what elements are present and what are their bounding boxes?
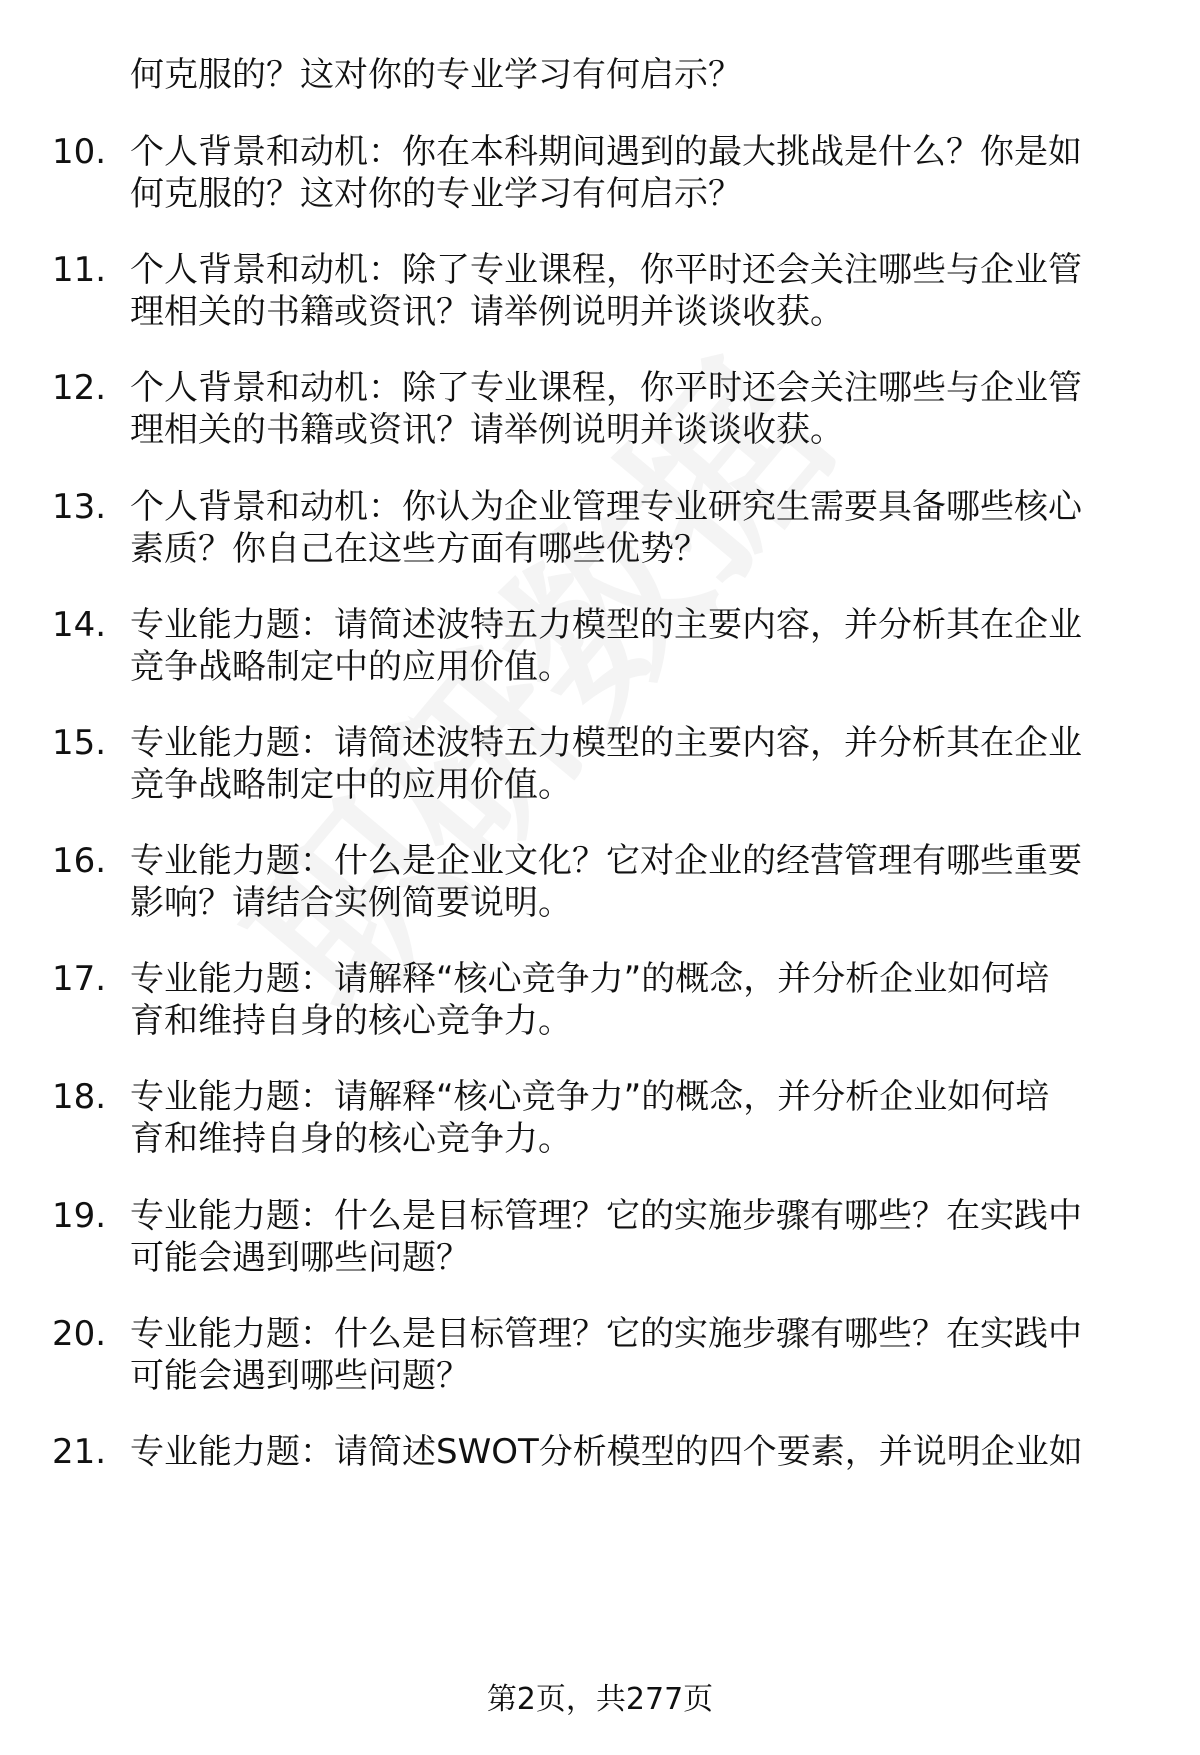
item-line: 专业能力题：什么是企业文化？它对企业的经营管理有哪些重要: [130, 841, 1082, 881]
item-line: 个人背景和动机：除了专业课程，你平时还会关注哪些与企业管: [130, 368, 1082, 408]
item-number: 15.: [52, 723, 107, 763]
item-line: 专业能力题：请简述SWOT分析模型的四个要素，并说明企业如: [130, 1432, 1083, 1472]
item-line: 专业能力题：什么是目标管理？它的实施步骤有哪些？在实践中: [130, 1314, 1082, 1354]
item-line: 理相关的书籍或资讯？请举例说明并谈谈收获。: [130, 410, 844, 450]
item-number: 17.: [52, 959, 107, 999]
item-line: 个人背景和动机：你在本科期间遇到的最大挑战是什么？你是如: [130, 132, 1082, 172]
item-number: 14.: [52, 605, 107, 645]
item-number: 12.: [52, 368, 107, 408]
item-line: 育和维持自身的核心竞争力。: [130, 1119, 572, 1159]
item-number: 20.: [52, 1314, 107, 1354]
item-line: 素质？你自己在这些方面有哪些优势？: [130, 529, 708, 569]
item-line: 何克服的？这对你的专业学习有何启示？: [130, 55, 742, 95]
item-line: 竞争战略制定中的应用价值。: [130, 647, 572, 687]
item-line: 专业能力题：什么是目标管理？它的实施步骤有哪些？在实践中: [130, 1196, 1082, 1236]
item-line: 可能会遇到哪些问题？: [130, 1356, 470, 1396]
item-line: 何克服的？这对你的专业学习有何启示？: [130, 174, 742, 214]
item-line: 育和维持自身的核心竞争力。: [130, 1001, 572, 1041]
item-line: 个人背景和动机：除了专业课程，你平时还会关注哪些与企业管: [130, 250, 1082, 290]
item-number: 11.: [52, 250, 107, 290]
item-number: 13.: [52, 487, 107, 527]
item-number: 19.: [52, 1196, 107, 1236]
item-line: 可能会遇到哪些问题？: [130, 1238, 470, 1278]
item-number: 18.: [52, 1077, 107, 1117]
item-line: 专业能力题：请简述波特五力模型的主要内容，并分析其在企业: [130, 723, 1082, 763]
item-line: 专业能力题：请简述波特五力模型的主要内容，并分析其在企业: [130, 605, 1082, 645]
item-line: 影响？请结合实例简要说明。: [130, 883, 572, 923]
item-line: 理相关的书籍或资讯？请举例说明并谈谈收获。: [130, 292, 844, 332]
item-number: 16.: [52, 841, 107, 881]
page-footer: 第2页，共277页: [486, 1682, 714, 1717]
item-line: 个人背景和动机：你认为企业管理专业研究生需要具备哪些核心: [130, 487, 1082, 527]
item-line: 专业能力题：请解释“核心竞争力”的概念，并分析企业如何培: [130, 959, 1050, 999]
item-line: 竞争战略制定中的应用价值。: [130, 765, 572, 805]
item-number: 21.: [52, 1432, 107, 1472]
item-number: 10.: [52, 132, 107, 172]
item-line: 专业能力题：请解释“核心竞争力”的概念，并分析企业如何培: [130, 1077, 1050, 1117]
